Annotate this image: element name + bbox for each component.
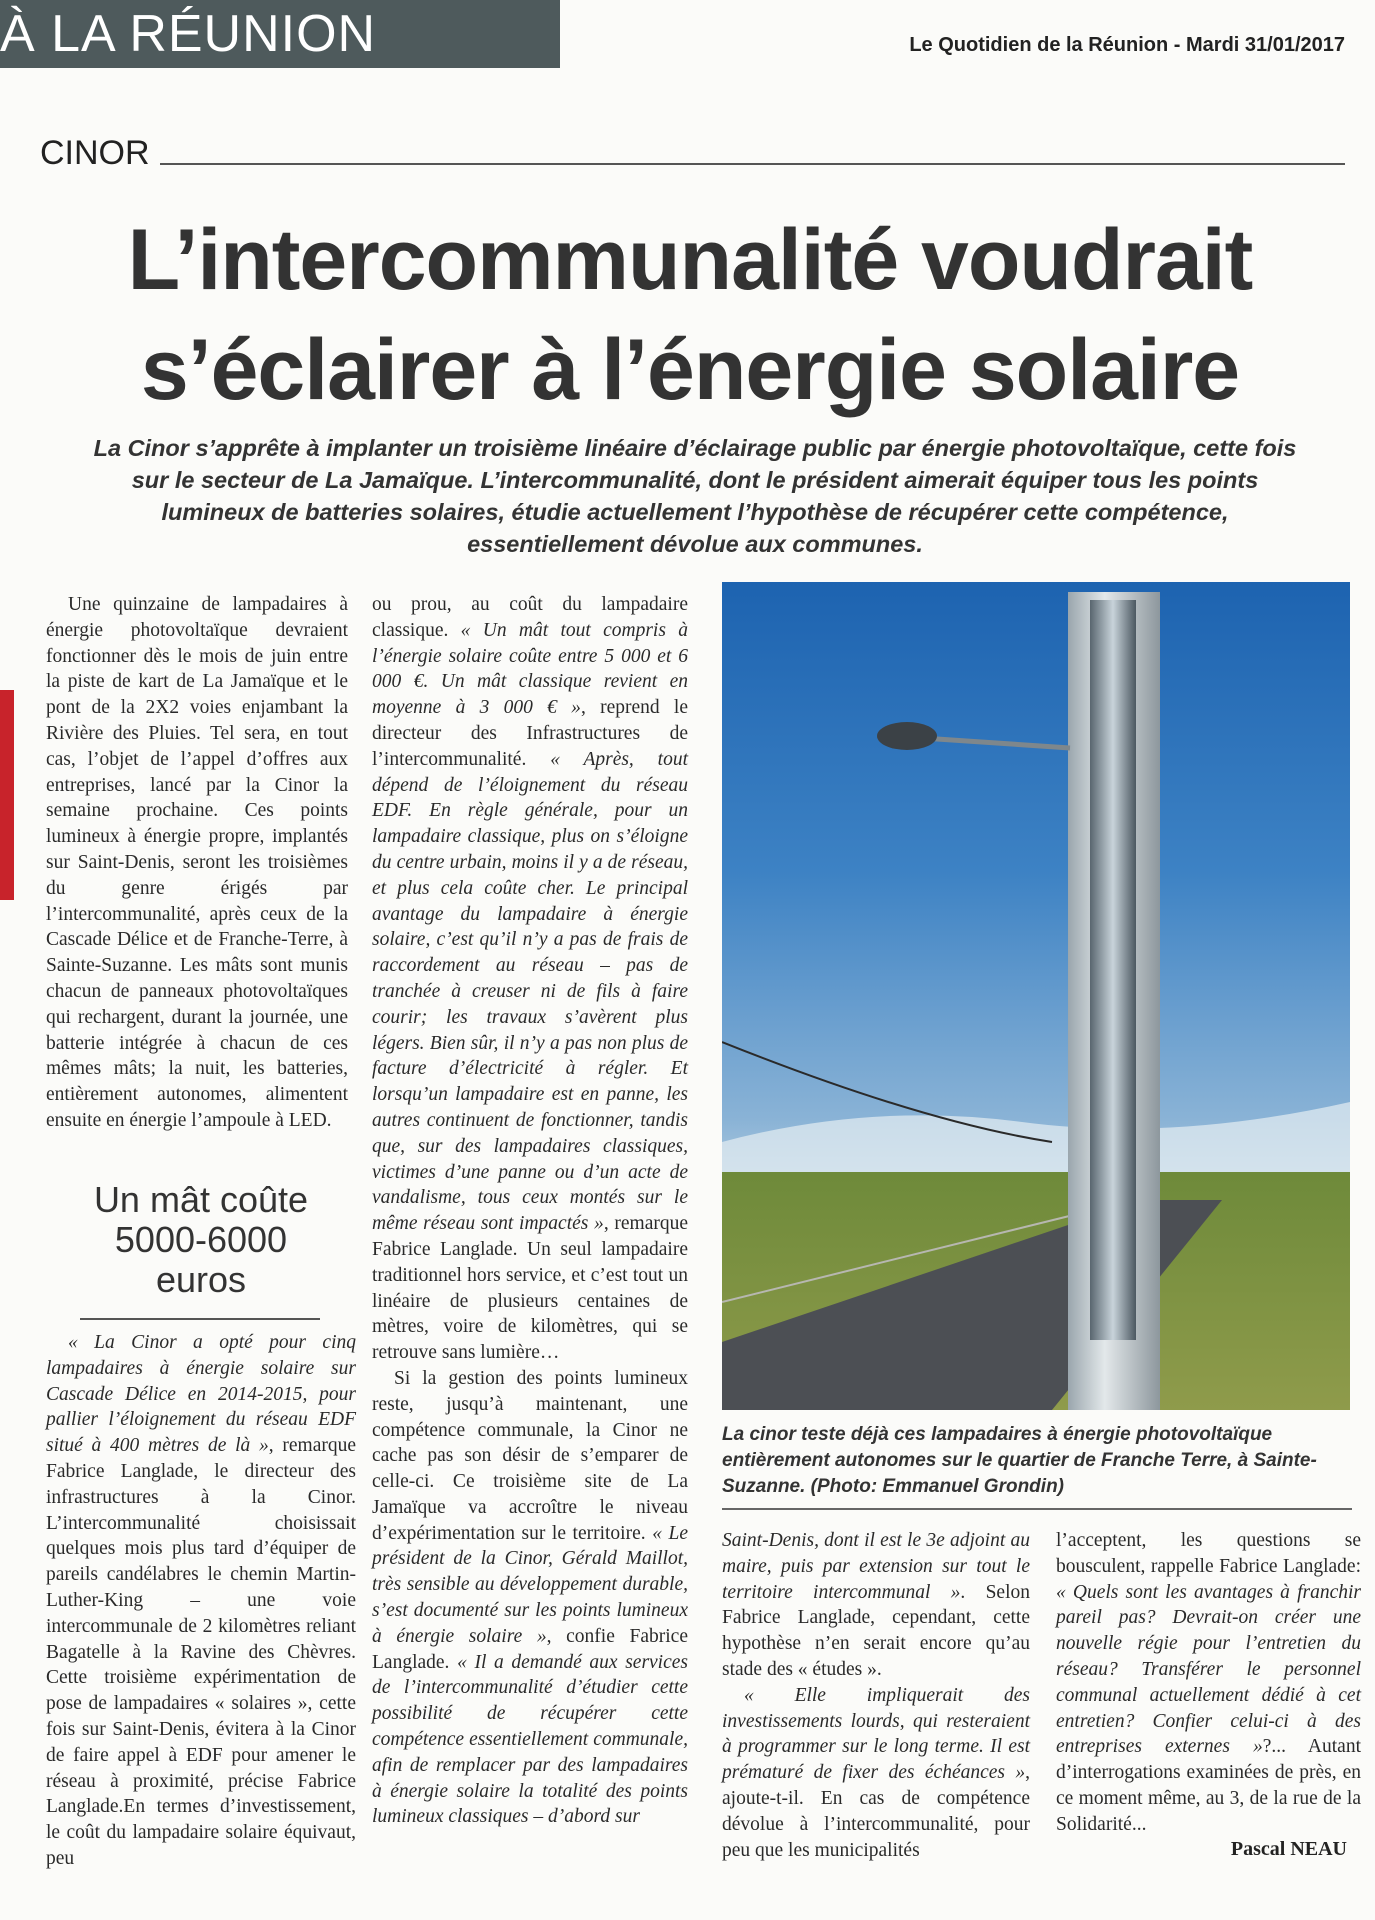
subheading [46, 1180, 356, 1300]
paragraph [722, 1683, 1030, 1864]
lede-paragraph: La Cinor s’apprête à implanter un troisième linéaire d’éclairage public par énergie photovoltaïque, cette fois sur le secteur de La Jamaïque. L’intercommunalité, dont le président aimerait équiper tous les points lumineux de batteries solaires, étudie actuellement l’hypothèse de récupérer cette compétence, essentiellement dévolue aux communes. [93, 435, 1297, 557]
text: , reprend le directeur des Infrastructures de l’intercommunalité. [372, 697, 688, 770]
quote: « Il a demandé aux services de l’intercommunalité d’étudier cette possibilité de récupérer cette compétence essentiellement communale, afin de remplacer par des lampadaires à énergie solaire la totalité des points lumineux classiques – d’abord sur [372, 1651, 689, 1828]
quote: « Quels sont les avantages à franchir pareil pas? Devrait-on créer une nouvelle régie pour l’entretien du réseau? Transférer le personnel communal actuellement dédié à cet entretien? Confier celui-ci à des entreprises externes » [1056, 1581, 1361, 1758]
photo-illustration [722, 582, 1350, 1410]
quote: « Après, tout dépend de l’éloignement du réseau EDF. En règle générale, pour un lampadaire classique, plus on s’éloigne du centre urbain, moins il y a de réseau, et plus cela coûte cher. Le principal avantage du lampadaire à énergie solaire, c’est qu’il n’y a pas de frais de raccordement au réseau – pas de tranchée à creuser ni de fils à faire courir; les travaux s’avèrent plus légers. Bien sûr, il n’y a pas non plus de facture d’électricité à régler. Et lorsqu’un lampadaire est en panne, les autres continuent de fonctionner, tandis que, sur des lampadaires classiques, victimes d’une panne ou d’un acte de vandalisme, tous ceux montés sur le même réseau sont impactés » [372, 748, 688, 1235]
quote: « Un mât tout compris à l’énergie solaire coûte entre 5 000 et 6 000 €. Un mât classique revient en moyenne à 3 000 € » [372, 619, 688, 719]
text: Si la gestion des points lumineux reste, jusqu’à maintenant, une compétence communale, la Cinor ne cache pas son désir de s’emparer de celle-ci. Ce troisième site de La Jamaïque va accroître le niveau d’expérimentation sur le territoire. [372, 1367, 688, 1544]
article-column-3 [722, 1528, 1030, 1863]
article-column-2 [372, 592, 688, 1830]
headline-line-1: L’intercommunalité voudrait [127, 212, 1253, 308]
text: l’acceptent, les questions se bousculent, rappelle Fabrice Langlade: [1056, 1530, 1361, 1577]
headline-line-2: s’éclairer à l’énergie solaire [140, 322, 1240, 418]
text: , remarque Fabrice Langlade. Un seul lampadaire traditionnel hors service, et c’est tout un linéaire de plusieurs centaines de mètres, voire de kilomètres, qui se retrouve sans lumière… [372, 1213, 688, 1364]
lamp-head [877, 722, 937, 750]
quote: Saint-Denis, dont il est le 3e adjoint au maire, puis par extension sur tout le territoire intercommunal » [722, 1530, 1030, 1603]
quote: « Le président de la Cinor, Gérald Maillot, très sensible au développement durable, s’est documenté sur les points lumineux à énergie solaire » [372, 1522, 688, 1647]
text: . Selon Fabrice Langlade, cependant, cette hypothèse n’en serait encore qu’au stade des « études ». [722, 1581, 1030, 1680]
subheading-line-3: euros [155, 1259, 247, 1300]
topic-label: CINOR [40, 134, 150, 172]
subheading-line-2: 5000-6000 [114, 1219, 288, 1260]
paragraph [1056, 1528, 1361, 1838]
paragraph [372, 1366, 688, 1830]
text: , remarque Fabrice Langlade, le directeur des infrastructures à la Cinor. L’intercommunalité choisissait quelques mois plus tard d’équiper de pareils candélabres le chemin Martin-Luther-King – une voie intercommunale de 2 kilomètres reliant Bagatelle à la Ravine des Chèvres. Cette troisième expérimentation de pose de lampadaires « solaires », cette fois sur Saint-Denis, évitera à la Cinor de faire appel à EDF pour amener le réseau à proximité, précise Fabrice Langlade.En termes d’investissement, le coût du lampadaire solaire équivaut, peu [46, 1435, 357, 1869]
article-column-1-continued [46, 1330, 356, 1872]
text: , confie Fabrice Langlade. [372, 1625, 688, 1673]
caption-divider [722, 1508, 1352, 1510]
subheading-divider [80, 1318, 320, 1320]
subheading-line-1: Un mât coûte [93, 1179, 309, 1220]
text: ou prou, au coût du lampadaire classique. [372, 594, 688, 641]
solar-panel [1090, 600, 1136, 1340]
paragraph: Une quinzaine de lampadaires à énergie photovoltaïque devraient fonctionner dès le mois de juin entre la piste de kart de La Jamaïque et le pont de la 2X2 voies enjambant la Rivière des Pluies. Tel sera, en tout cas, l’objet de l’appel d’offres aux entreprises, lancé par la Cinor la semaine prochaine. Ces points lumineux à énergie propre, implantés sur Saint-Denis, seront les troisièmes du genre érigés par l’intercommunalité, après ceux de la Cascade Délice et de Franche-Terre, à Sainte-Suzanne. Les mâts sont munis chacun de panneaux photovoltaïques qui rechargent, durant la journée, une batterie intégrée à chacun de ces mêmes mâts; la nuit, les batteries, entièrement autonomes, alimentent ensuite en énergie l’ampoule à LED. [46, 594, 348, 1131]
byline: Pascal NEAU [1230, 1838, 1347, 1860]
paragraph [46, 1330, 356, 1872]
newspaper-date-line: Le Quotidien de la Réunion - Mardi 31/01/2017 [909, 34, 1345, 56]
text: , ajoute-t-il. En cas de compétence dévolue à l’intercommunalité, pour peu que les municipalités [722, 1762, 1030, 1861]
quote: « Elle impliquerait des investissements lourds, qui resteraient à programmer sur le long terme. Il est prématuré de fixer des échéances » [722, 1684, 1030, 1784]
streetlight-photo [722, 582, 1350, 1410]
paragraph [722, 1528, 1030, 1683]
article-column-4 [1056, 1528, 1361, 1838]
headline [40, 205, 1340, 425]
quote: « La Cinor a opté pour cinq lampadaires à énergie solaire sur Cascade Délice en 2014-2015, pour pallier l’éloignement du réseau EDF situé à 400 mètres de là » [46, 1332, 356, 1457]
photo-caption: La cinor teste déjà ces lampadaires à énergie photovoltaïque entièrement autonomes sur le quartier de Franche Terre, à Sainte-Suzanne. (Photo: Emmanuel Grondin) [722, 1424, 1317, 1497]
text: ?... Autant d’interrogations examinées de près, en ce moment même, au 3, de la rue de la Solidarité... [1056, 1736, 1362, 1835]
article-column-1 [46, 592, 348, 1134]
section-title: À LA RÉUNION [0, 5, 377, 63]
paragraph [372, 592, 688, 1366]
topic-divider [160, 163, 1345, 165]
margin-color-mark [0, 690, 14, 900]
